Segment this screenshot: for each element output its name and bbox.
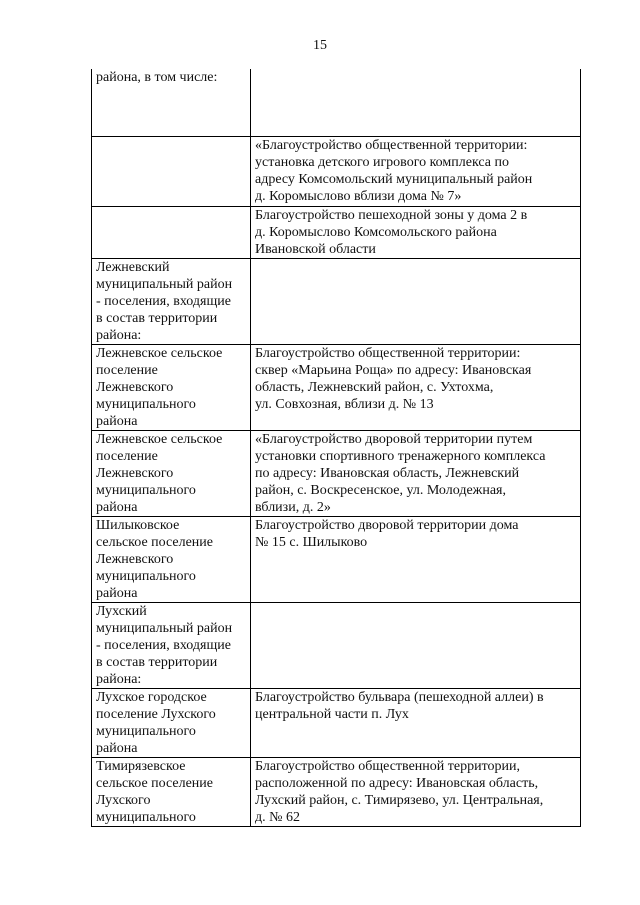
table-row <box>92 259 581 345</box>
project-cell <box>251 431 581 517</box>
project-text: Благоустройство дворовой территории дома № 15 с. Шилыково <box>255 518 519 550</box>
project-text: «Благоустройство дворовой территории путем установки спортивного тренажерного комплекса по адресу: Ивановская область, Лежневский район, с. Воскресенское, ул. Молодежная, вблизи, д. 2» <box>255 432 546 515</box>
table-row <box>92 517 581 603</box>
document-table <box>91 69 581 827</box>
project-cell <box>251 517 581 603</box>
project-cell <box>251 207 581 259</box>
settlement-cell <box>92 603 251 689</box>
settlement-text: Лежневское сельское поселение Лежневского муниципального района <box>96 346 223 429</box>
table-row <box>92 758 581 827</box>
settlement-cell <box>92 758 251 827</box>
table-row <box>92 689 581 758</box>
settlement-text: Лухское городское поселение Лухского муниципального района <box>96 690 216 756</box>
project-cell <box>251 137 581 207</box>
project-text: «Благоустройство общественной территории: установка детского игрового комплекса по адресу Комсомольский муниципальный район д. Коромыслово вблизи дома № 7» <box>255 138 533 204</box>
table-row <box>92 207 581 259</box>
project-text: Благоустройство бульвара (пешеходной аллеи) в центральной части п. Лух <box>255 690 544 722</box>
table-row <box>92 603 581 689</box>
project-text: Благоустройство общественной территории: сквер «Марьина Роща» по адресу: Ивановская область, Лежневский район, с. Ухтохма, ул. Совхозная, вблизи д. № 13 <box>255 346 532 412</box>
project-cell <box>251 69 581 137</box>
settlement-cell <box>92 689 251 758</box>
project-text: Благоустройство пешеходной зоны у дома 2 в д. Коромыслово Комсомольского района Ивановской области <box>255 208 528 257</box>
project-text: Благоустройство общественной территории, расположенной по адресу: Ивановская область, Лухский район, с. Тимирязево, ул. Центральная, д. № 62 <box>255 759 544 825</box>
settlement-text: Шилыковское сельское поселение Лежневского муниципального района <box>96 518 213 601</box>
project-cell <box>251 758 581 827</box>
settlement-cell <box>92 259 251 345</box>
project-cell <box>251 603 581 689</box>
settlement-text: Тимирязевское сельское поселение Лухского муниципального <box>96 759 213 825</box>
page-number: 15 <box>313 38 327 53</box>
settlement-cell <box>92 69 251 137</box>
table-row <box>92 345 581 431</box>
settlement-cell <box>92 137 251 207</box>
settlement-text: Лежневский муниципальный район - поселения, входящие в состав территории района: <box>96 260 233 343</box>
table-row <box>92 69 581 137</box>
project-cell <box>251 689 581 758</box>
settlement-text: района, в том числе: <box>96 70 218 85</box>
settlement-text: Лухский муниципальный район - поселения, входящие в состав территории района: <box>96 604 233 687</box>
settlement-cell <box>92 517 251 603</box>
settlement-cell <box>92 207 251 259</box>
project-cell <box>251 345 581 431</box>
settlement-cell <box>92 345 251 431</box>
settlement-text: Лежневское сельское поселение Лежневского муниципального района <box>96 432 223 515</box>
table-row <box>92 137 581 207</box>
project-cell <box>251 259 581 345</box>
table-row <box>92 431 581 517</box>
settlement-cell <box>92 431 251 517</box>
